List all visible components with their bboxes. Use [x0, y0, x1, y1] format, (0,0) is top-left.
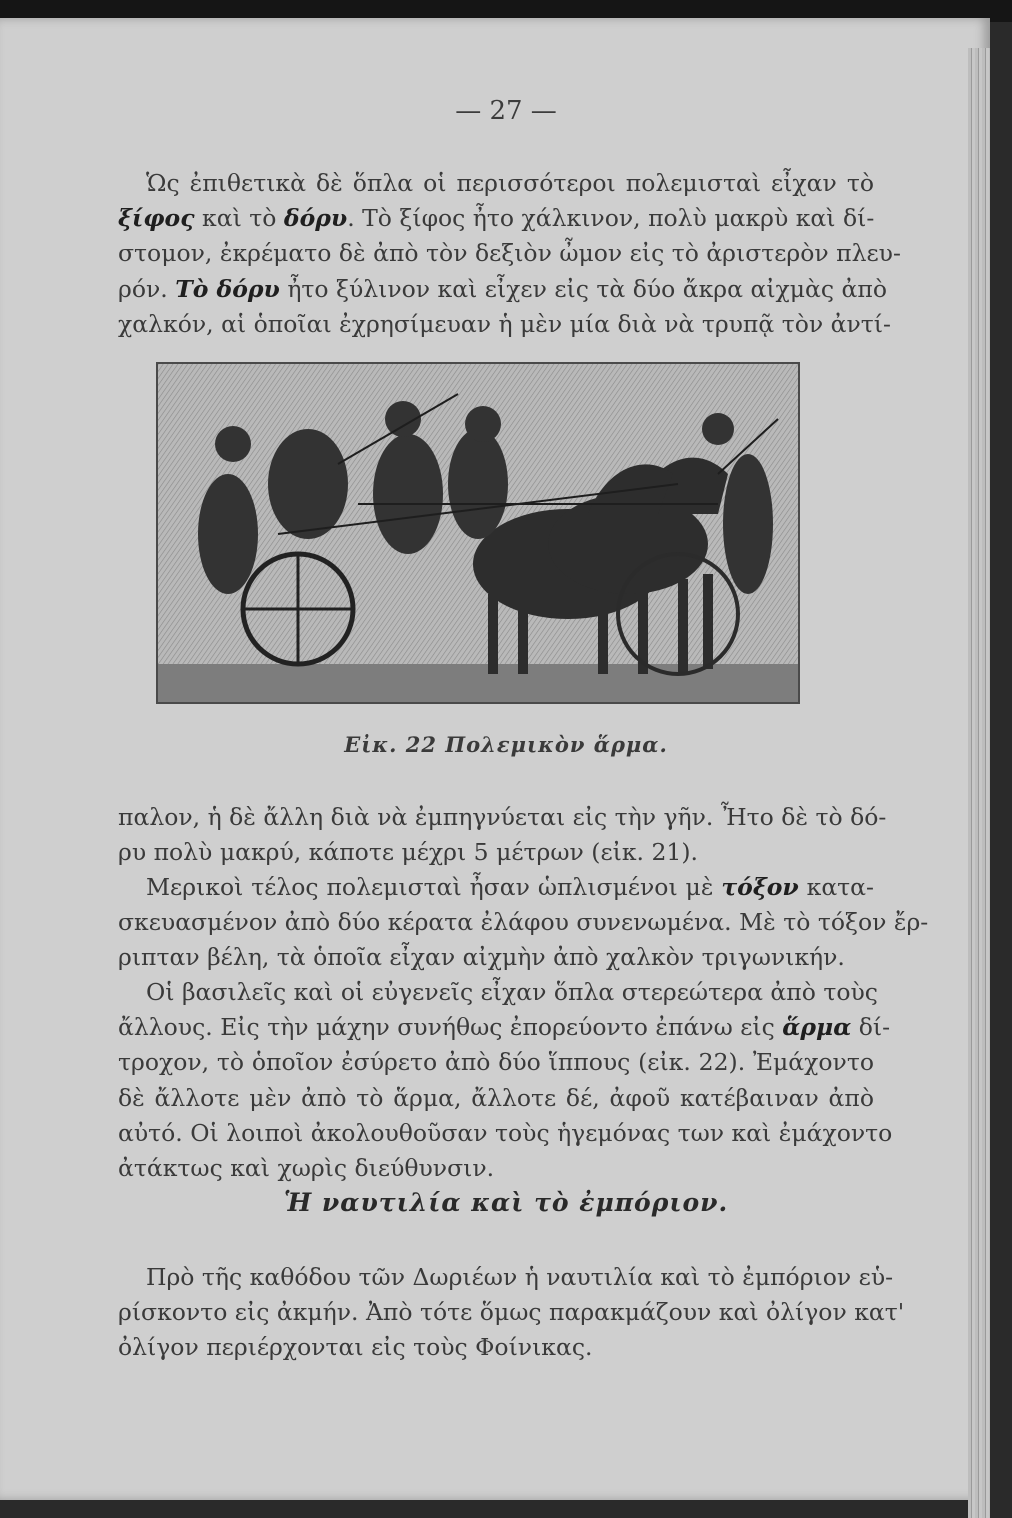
text-line [118, 201, 874, 236]
text-line: παλον, ἡ δὲ ἄλλη διὰ νὰ ἐμπηγνύεται εἰς τὴν γῆν. Ἦτο δὲ τὸ δό- [118, 803, 887, 831]
paragraph-bow [118, 870, 929, 976]
bold-term: ἅρμα [782, 1013, 852, 1042]
text-line: αὐτό. Οἱ λοιποὶ ἀκολουθοῦσαν τοὺς ἡγεμόνας των καὶ ἐμάχοντο [118, 1118, 893, 1147]
text-line [118, 1010, 891, 1045]
text-line: ρίσκοντο εἰς ἀκμήν. Ἀπὸ τότε ὅμως παρακμάζουν καὶ ὀλίγον κατ' [118, 1298, 905, 1327]
text-line: Πρὸ τῆς καθόδου τῶν Δωριέων ἡ ναυτιλία καὶ τὸ ἐμπόριον εὑ- [146, 1263, 894, 1291]
text-line: Ὡς ἐπιθετικὰ δὲ ὅπλα οἱ περισσότεροι πολεμισταὶ εἶχαν τὸ [146, 169, 874, 197]
paragraph-spear [118, 800, 887, 870]
text-line: στομον, ἐκρέματο δὲ ἀπὸ τὸν δεξιὸν ὦμον εἰς τὸ ἀριστερὸν πλευ- [118, 239, 901, 268]
text-line [118, 870, 874, 905]
text-line: ρυ πολὺ μακρύ, κάποτε μέχρι 5 μέτρων (εἰκ. 21). [118, 838, 698, 867]
page-number: — 27 — [455, 96, 557, 126]
chariot-engraving-image [158, 364, 798, 702]
paragraph-weapons [118, 166, 901, 342]
section-heading: Ἡ ναυτιλία καὶ τὸ ἐμπόριον. [283, 1188, 729, 1217]
text-segment: . Τὸ ξίφος ἦτο χάλκινον, πολὺ μακρὺ καὶ δί- [347, 204, 875, 233]
text-segment: κατα- [798, 873, 874, 901]
text-line: ὀλίγον περιέρχονται εἰς τοὺς Φοίνικας. [118, 1333, 593, 1362]
text-line: Οἱ βασιλεῖς καὶ οἱ εὐγενεῖς εἶχαν ὅπλα στερεώτερα ἀπὸ τοὺς [146, 978, 878, 1006]
figure-caption: Εἰκ. 22 Πολεμικὸν ἅρμα. [344, 732, 668, 757]
text-line: ἀτάκτως καὶ χωρὶς διεύθυνσιν. [118, 1154, 495, 1183]
bold-term: τόξον [721, 873, 799, 901]
text-segment: Μερικοὶ τέλος πολεμισταὶ ἦσαν ὡπλισμένοι μὲ [146, 873, 722, 901]
page-stack-edge [968, 48, 990, 1518]
text-line: ριπταν βέλη, τὰ ὁποῖα εἶχαν αἰχμὴν ἀπὸ χαλκὸν τριγωνικήν. [118, 943, 845, 972]
text-line: δὲ ἄλλοτε μὲν ἀπὸ τὸ ἅρμα, ἄλλοτε δέ, ἀφοῦ κατέβαιναν ἀπὸ [118, 1083, 874, 1112]
text-segment: ἄλλους. Εἰς τὴν μάχην συνήθως ἐπορεύοντο ἐπάνω εἰς [118, 1013, 783, 1042]
bold-term: δόρυ [283, 204, 348, 233]
text-segment: ἦτο ξύλινον καὶ εἶχεν εἰς τὰ δύο ἄκρα αἰχμὰς ἀπὸ [279, 274, 888, 303]
bold-term: ξίφος [118, 204, 195, 233]
text-line: τροχον, τὸ ὁποῖον ἐσύρετο ἀπὸ δύο ἵππους (εἰκ. 22). Ἐμάχοντο [118, 1048, 874, 1077]
paragraph-navigation [118, 1260, 905, 1366]
text-segment: ρόν. [118, 274, 176, 303]
text-line: χαλκόν, αἱ ὁποῖαι ἐχρησίμευαν ἡ μὲν μία διὰ νὰ τρυπᾷ τὸν ἀντί- [118, 309, 891, 338]
paragraph-kings [118, 975, 893, 1186]
text-segment: καὶ τὸ [194, 204, 284, 233]
text-line: σκευασμένον ἀπὸ δύο κέρατα ἐλάφου συνενωμένα. Μὲ τὸ τόξον ἔρ- [118, 908, 929, 937]
bold-term: Τὸ δόρυ [175, 274, 280, 303]
chariot-battle-illustration [156, 362, 800, 704]
text-line [118, 272, 888, 307]
text-segment: δί- [851, 1013, 891, 1042]
